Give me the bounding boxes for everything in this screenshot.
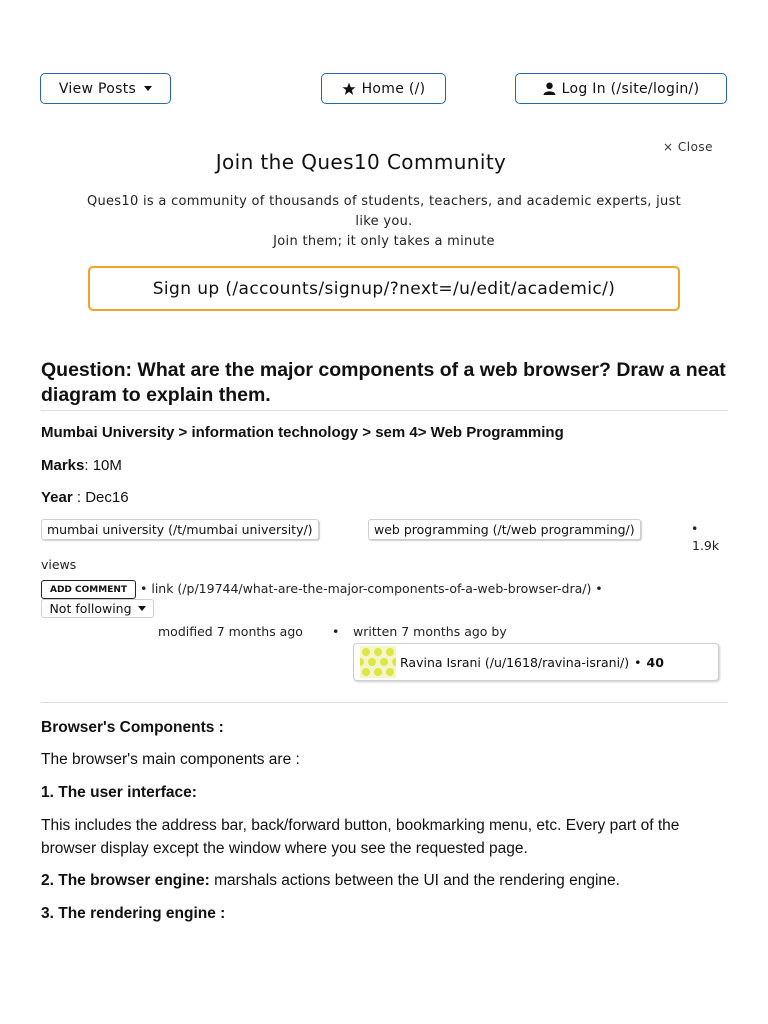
tag-web-programming[interactable]: web programming (/t/web programming/) [368, 519, 641, 540]
year-label: Year [41, 489, 73, 506]
community-desc-line1: Ques10 is a community of thousands of students, teachers, and academic experts, just [86, 194, 682, 209]
year [41, 489, 129, 506]
tag-mumbai-university[interactable]: mumbai university (/t/mumbai university/) [41, 519, 319, 540]
item2-title: 2. The browser engine: [41, 872, 210, 889]
avatar [360, 646, 396, 678]
follow-label: Not following [49, 601, 132, 616]
caret-down-icon [144, 86, 152, 91]
question-title: Question: What are the major components of a web browser? Draw a neat diagram to explain them. [41, 359, 726, 406]
item1-title: 1. The user interface: [41, 784, 197, 801]
views-label: views [41, 557, 77, 572]
answer-heading: Browser's Components : [41, 719, 224, 736]
modified-time: modified 7 months ago [158, 624, 303, 639]
answer-intro: The browser's main components are : [41, 751, 300, 768]
login-label: Log In (/site/login/) [561, 80, 700, 97]
community-desc-line3: Join them; it only takes a minute [273, 234, 495, 249]
divider [41, 410, 728, 411]
signup-button[interactable]: Sign up (/accounts/signup/?next=/u/edit/academic/) [88, 266, 680, 311]
view-posts-label: View Posts [58, 80, 137, 97]
written-time: written 7 months ago by [353, 624, 507, 639]
views-count: 1.9k [692, 538, 720, 553]
marks [41, 457, 122, 474]
community-desc-line2: like you. [355, 214, 413, 229]
home-button[interactable] [321, 73, 446, 104]
breadcrumb[interactable]: Mumbai University > information technology > sem 4> Web Programming [41, 424, 564, 441]
item2-text: marshals actions between the UI and the rendering engine. [209, 872, 620, 889]
item1-text: This includes the address bar, back/forward button, bookmarking menu, etc. Every part of the browser display except the window where you see the requested page. [41, 817, 680, 857]
author-link[interactable]: Ravina Israni (/u/1618/ravina-israni/) [400, 654, 630, 670]
year-value: : Dec16 [72, 489, 129, 506]
user-icon [543, 82, 556, 95]
follow-dropdown[interactable] [41, 599, 154, 618]
bullet-separator: • [691, 521, 699, 536]
marks-label: Marks [41, 457, 85, 474]
add-comment-button[interactable]: ADD COMMENT [41, 580, 136, 599]
login-button[interactable] [515, 73, 727, 104]
star-icon [342, 82, 356, 96]
author-card[interactable] [353, 643, 719, 681]
close-link[interactable]: × Close [663, 140, 714, 154]
meta-separator: • [332, 624, 340, 639]
marks-value: : 10M [84, 457, 122, 474]
community-description [62, 192, 706, 252]
home-label: Home (/) [361, 80, 426, 97]
item3-title: 3. The rendering engine : [41, 905, 226, 922]
divider [41, 702, 728, 703]
permalink[interactable]: • link (/p/19744/what-are-the-major-components-of-a-web-browser-dra/) • [140, 581, 603, 596]
view-posts-button[interactable] [40, 73, 171, 104]
community-title: Join the Ques10 Community [215, 150, 507, 174]
caret-down-icon [138, 606, 146, 611]
author-separator: • [634, 654, 642, 670]
item2 [41, 869, 731, 892]
reputation-score: 40 [646, 654, 664, 670]
